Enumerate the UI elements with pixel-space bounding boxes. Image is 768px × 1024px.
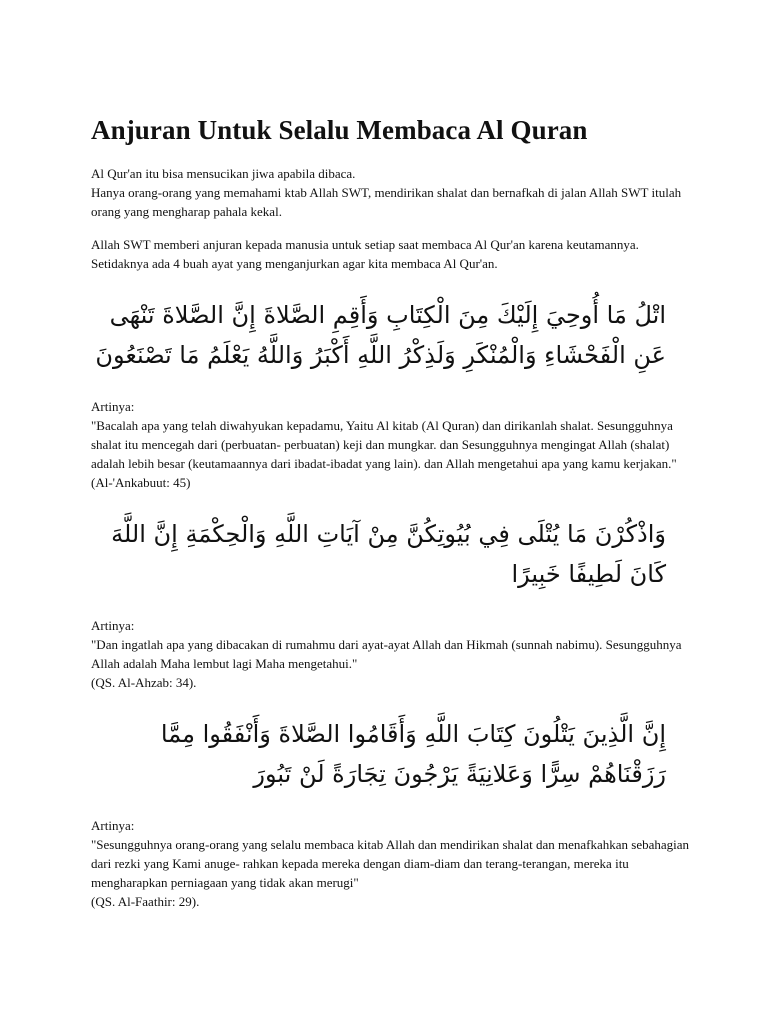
verse-source-3: (QS. Al-Faathir: 29).: [91, 894, 200, 909]
translation-text-2: "Dan ingatlah apa yang dibacakan di rumahmu dari ayat-ayat Allah dan Hikmah (sunnah nabimu). Sesungguhnya Allah adalah Maha lembut lagi Maha mengetahui.": [91, 637, 682, 671]
intro-paragraph-2: Allah SWT memberi anjuran kepada manusia untuk setiap saat membaca Al Qur'an karena keutamannya. Setidaknya ada 4 buah ayat yang menganjurkan agar kita membaca Al Qur'an.: [91, 237, 639, 271]
arabic-verse-2: وَاذْكُرْنَ مَا يُتْلَى فِي بُيُوتِكُنَّ مِنْ آيَاتِ اللَّهِ وَالْحِكْمَةِ إِنَّ اللَّهَ كَانَ لَطِيفًا خَبِيرًا: [111, 520, 666, 588]
page-title: Anjuran Untuk Selalu Membaca Al Quran: [91, 115, 588, 145]
arabic-verse-3: إِنَّ الَّذِينَ يَتْلُونَ كِتَابَ اللَّهِ وَأَقَامُوا الصَّلاةَ وَأَنْفَقُوا مِمَّا رَزَقْنَاهُمْ سِرًّا وَعَلانِيَةً يَرْجُونَ تِجَارَةً لَنْ تَبُورَ: [160, 720, 666, 788]
translation-label-1: Artinya:: [91, 399, 135, 414]
translation-text-1: "Bacalah apa yang telah diwahyukan kepadamu, Yaitu Al kitab (Al Quran) dan dirikanlah shalat. Sesungguhnya shalat itu mencegah dari (perbuatan- perbuatan) keji dan mungkar. dan Sesungguhnya mengingat Allah (shalat) adalah lebih besar (keutamaannya dari ibadat-ibadat yang lain). dan Allah mengetahui apa yang kamu kerjakan.": [91, 418, 677, 471]
intro-line-1: Al Qur'an itu bisa mensucikan jiwa apabila dibaca.: [91, 166, 356, 181]
translation-label-2: Artinya:: [91, 618, 135, 633]
translation-text-3: "Sesungguhnya orang-orang yang selalu membaca kitab Allah dan mendirikan shalat dan menafkahkan sebahagian dari rezki yang Kami anuge- rahkan kepada mereka dengan diam-diam dan terang-terangan, mereka itu mengharapkan perniagaan yang tidak akan merugi": [91, 837, 690, 890]
verse-source-1: (Al-'Ankabuut: 45): [91, 475, 191, 490]
translation-label-3: Artinya:: [91, 818, 135, 833]
document-page: [91, 110, 691, 911]
verse-source-2: (QS. Al-Ahzab: 34).: [91, 675, 197, 690]
paragraph-gap: [91, 221, 691, 235]
arabic-verse-1: اتْلُ مَا أُوحِيَ إِلَيْكَ مِنَ الْكِتَابِ وَأَقِمِ الصَّلاةَ إِنَّ الصَّلاةَ تَنْهَى عَنِ الْفَحْشَاءِ وَالْمُنْكَرِ وَلَذِكْرُ اللَّهِ أَكْبَرُ وَاللَّهُ يَعْلَمُ مَا تَصْنَعُونَ: [95, 301, 666, 369]
intro-line-2: Hanya orang-orang yang memahami ktab Allah SWT, mendirikan shalat dan bernafkah di jalan Allah SWT itulah orang yang mengharap pahala kekal.: [91, 185, 682, 219]
